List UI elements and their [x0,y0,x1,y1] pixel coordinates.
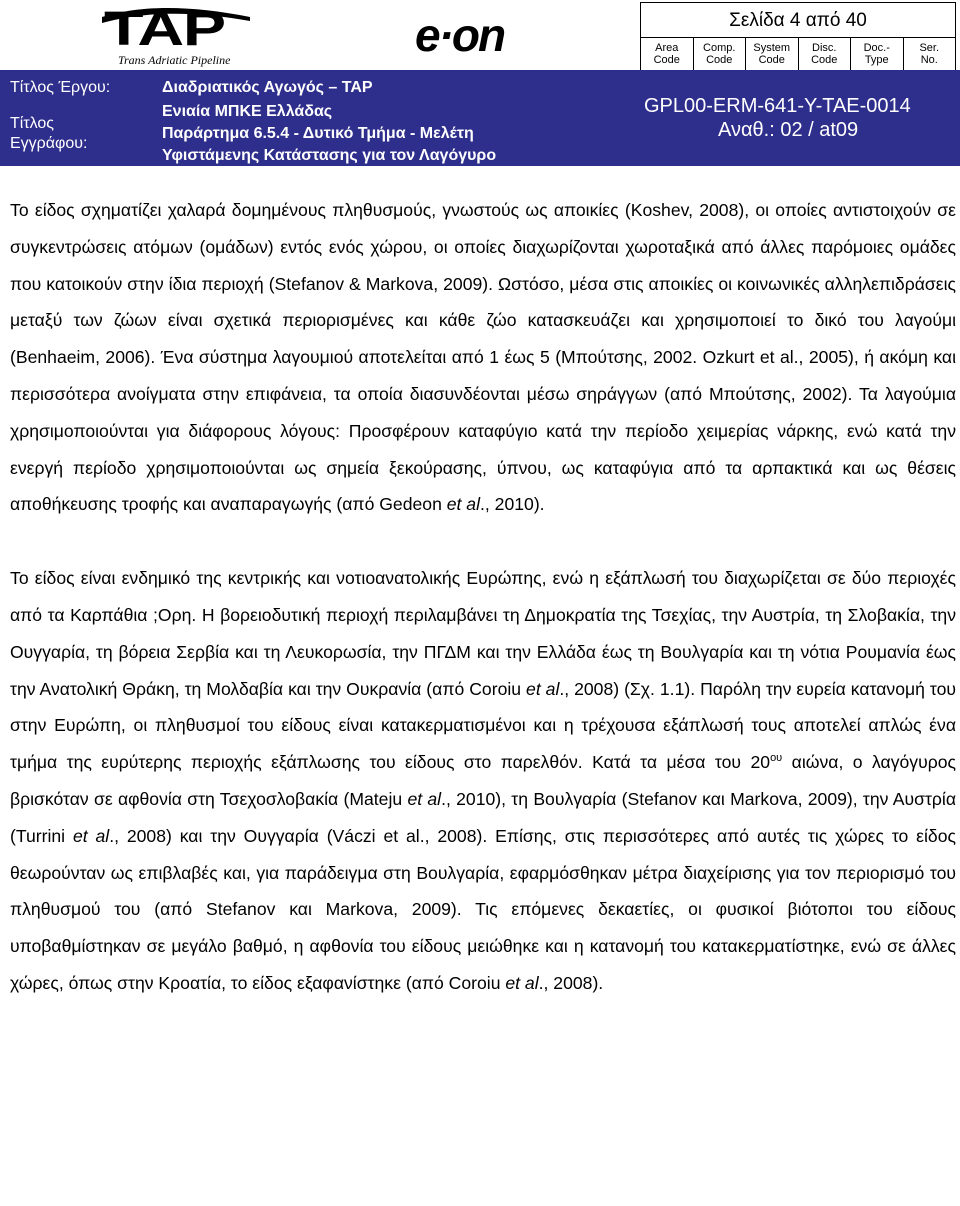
document-revision: Αναθ.: 02 / at09 [718,119,859,141]
document-title-line: Ενιαία ΜΠΚΕ Ελλάδας [162,103,333,120]
document-body [10,192,956,1002]
document-codes-table [640,38,956,70]
code-column: Ser. No. [903,38,956,70]
document-title-line: Παράρτημα 6.5.4 - Δυτικό Τμήμα - Μελέτη [162,125,474,142]
document-title-band [0,70,960,166]
eon-logo: e·on [415,9,505,61]
project-title-value: Διαδριατικός Αγωγός – TAP [162,79,373,96]
document-title-label: Τίτλος [10,115,55,132]
body-paragraph: Το είδος είναι ενδημικό της κεντρικής και νοτιοανατολικής Ευρώπης, ενώ η εξάπλωσή του διαχωρίζεται σε δύο περιοχές από τα Καρπάθια ;Ορη. Η βορειοδυτική περιοχή περιλαμβάνει τη Δημοκρατία της Τσεχίας, την Αυστρία, τη Σλοβακία, την Ουγγαρία, τη βόρεια Σερβία και τη Λευκορωσία, την ΠΓΔΜ και την Ελλάδα έως τη Βουλγαρία και τη νότια Ρουμανία έως την Ανατολική Θράκη, τη Μολδαβία και την Ουκρανία (από Coroiu et al., 2008) (Σχ. 1.1). Παρόλη την ευρεία κατανομή του στην Ευρώπη, οι πληθυσμοί του είδους είναι κατακερματισμένοι και η τρέχουσα εξάπλωσή τους αποτελεί απλώς ένα τμήμα της ευρύτερης περιοχής εξάπλωσης του είδους στο παρελθόν. Κατά τα μέσα του $20^{o\upsilon}$ αιώνα, ο λαγόγυρος βρισκόταν σε αφθονία στη Τσεχοσλοβακία (Mateju et al., 2010), τη Βουλγαρία (Stefanov και Markova, 2009), την Αυστρία (Turrini et al., 2008) και την Ουγγαρία (Váczi et al., 2008). Επίσης, στις περισσότερες από αυτές τις χώρες το είδος θεωρούνταν ως επιβλαβές και, για παράδειγμα στη Βουλγαρία, εφαρμόσθηκαν μέτρα διαχείρισης για τον περιορισμό του πληθυσμού του (από Stefanov και Markova, 2009). Τις επόμενες δεκαετίες, οι φυσικοί βιότοποι του είδους υποβαθμίστηκαν σε μεγάλο βαθμό, η αφθονία του είδους μειώθηκε και η κατανομή του κατακερματίστηκε, ενώ σε άλλες χώρες, όπως στην Κροατία, το είδος εξαφανίστηκε (από Coroiu et al., 2008). [10,568,957,993]
document-title-line: Υφιστάμενης Κατάστασης για τον Λαγόγυρο [162,147,497,164]
document-title-label-cont: Εγγράφου: [10,135,88,152]
code-column: Disc. Code [798,38,851,70]
code-column: Area Code [641,38,694,70]
tap-logo-wordmark: TAP [104,3,225,56]
tap-logo-tagline: Trans Adriatic Pipeline [118,53,231,67]
body-paragraph: Το είδος σχηματίζει χαλαρά δομημένους πληθυσμούς, γνωστούς ως αποικίες (Koshev, 2008), οι οποίες αντιστοιχούν σε συγκεντρώσεις ατόμων (ομάδων) εντός ενός χώρου, οι οποίες διαχωρίζονται χωροταξικά από άλλες παρόμοιες ομάδες που κατοικούν στην ίδια περιοχή (Stefanov & Markova, 2009). Ωστόσο, μέσα στις αποικίες οι κοινωνικές αλληλεπιδράσεις μεταξύ των ζώων είναι σχετικά περιορισμένες και κάθε ζώο κατασκευάζει και χρησιμοποιεί το δικό του λαγούμι (Benhaeim, 2006). Ένα σύστημα λαγουμιού αποτελείται από 1 έως 5 (Μπούτσης, 2002. Ozkurt et al., 2005), ή ακόμη και περισσότερα ανοίγματα στην επιφάνεια, τα οποία διασυνδέονται μέσω σηράγγων (από Μπούτσης, 2002). Τα λαγούμια χρησιμοποιούνται για διάφορους λόγους: Προσφέρουν καταφύγιο κατά την περίοδο χειμερίας νάρκης, ενώ κατά την ενεργή περίοδο χρησιμοποιούνται ως σημεία ξεκούρασης, ύπνου, ως καταφύγια από τα αρπακτικά και ως θέσεις αποθήκευσης τροφής και αναπαραγωγής (από Gedeon et al., 2010). [10,200,956,515]
logo-row [0,0,636,70]
code-column: Doc.- Type [851,38,904,70]
project-title-label: Τίτλος Έργου: [10,79,111,96]
document-code: GPL00-ERM-641-Y-TAE-0014 [644,95,911,117]
page-indicator [640,2,956,38]
tap-logo [100,5,260,67]
page-number-label: Σελίδα 4 από 40 [729,10,867,31]
code-column: Comp. Code [693,38,746,70]
code-column: System Code [746,38,799,70]
